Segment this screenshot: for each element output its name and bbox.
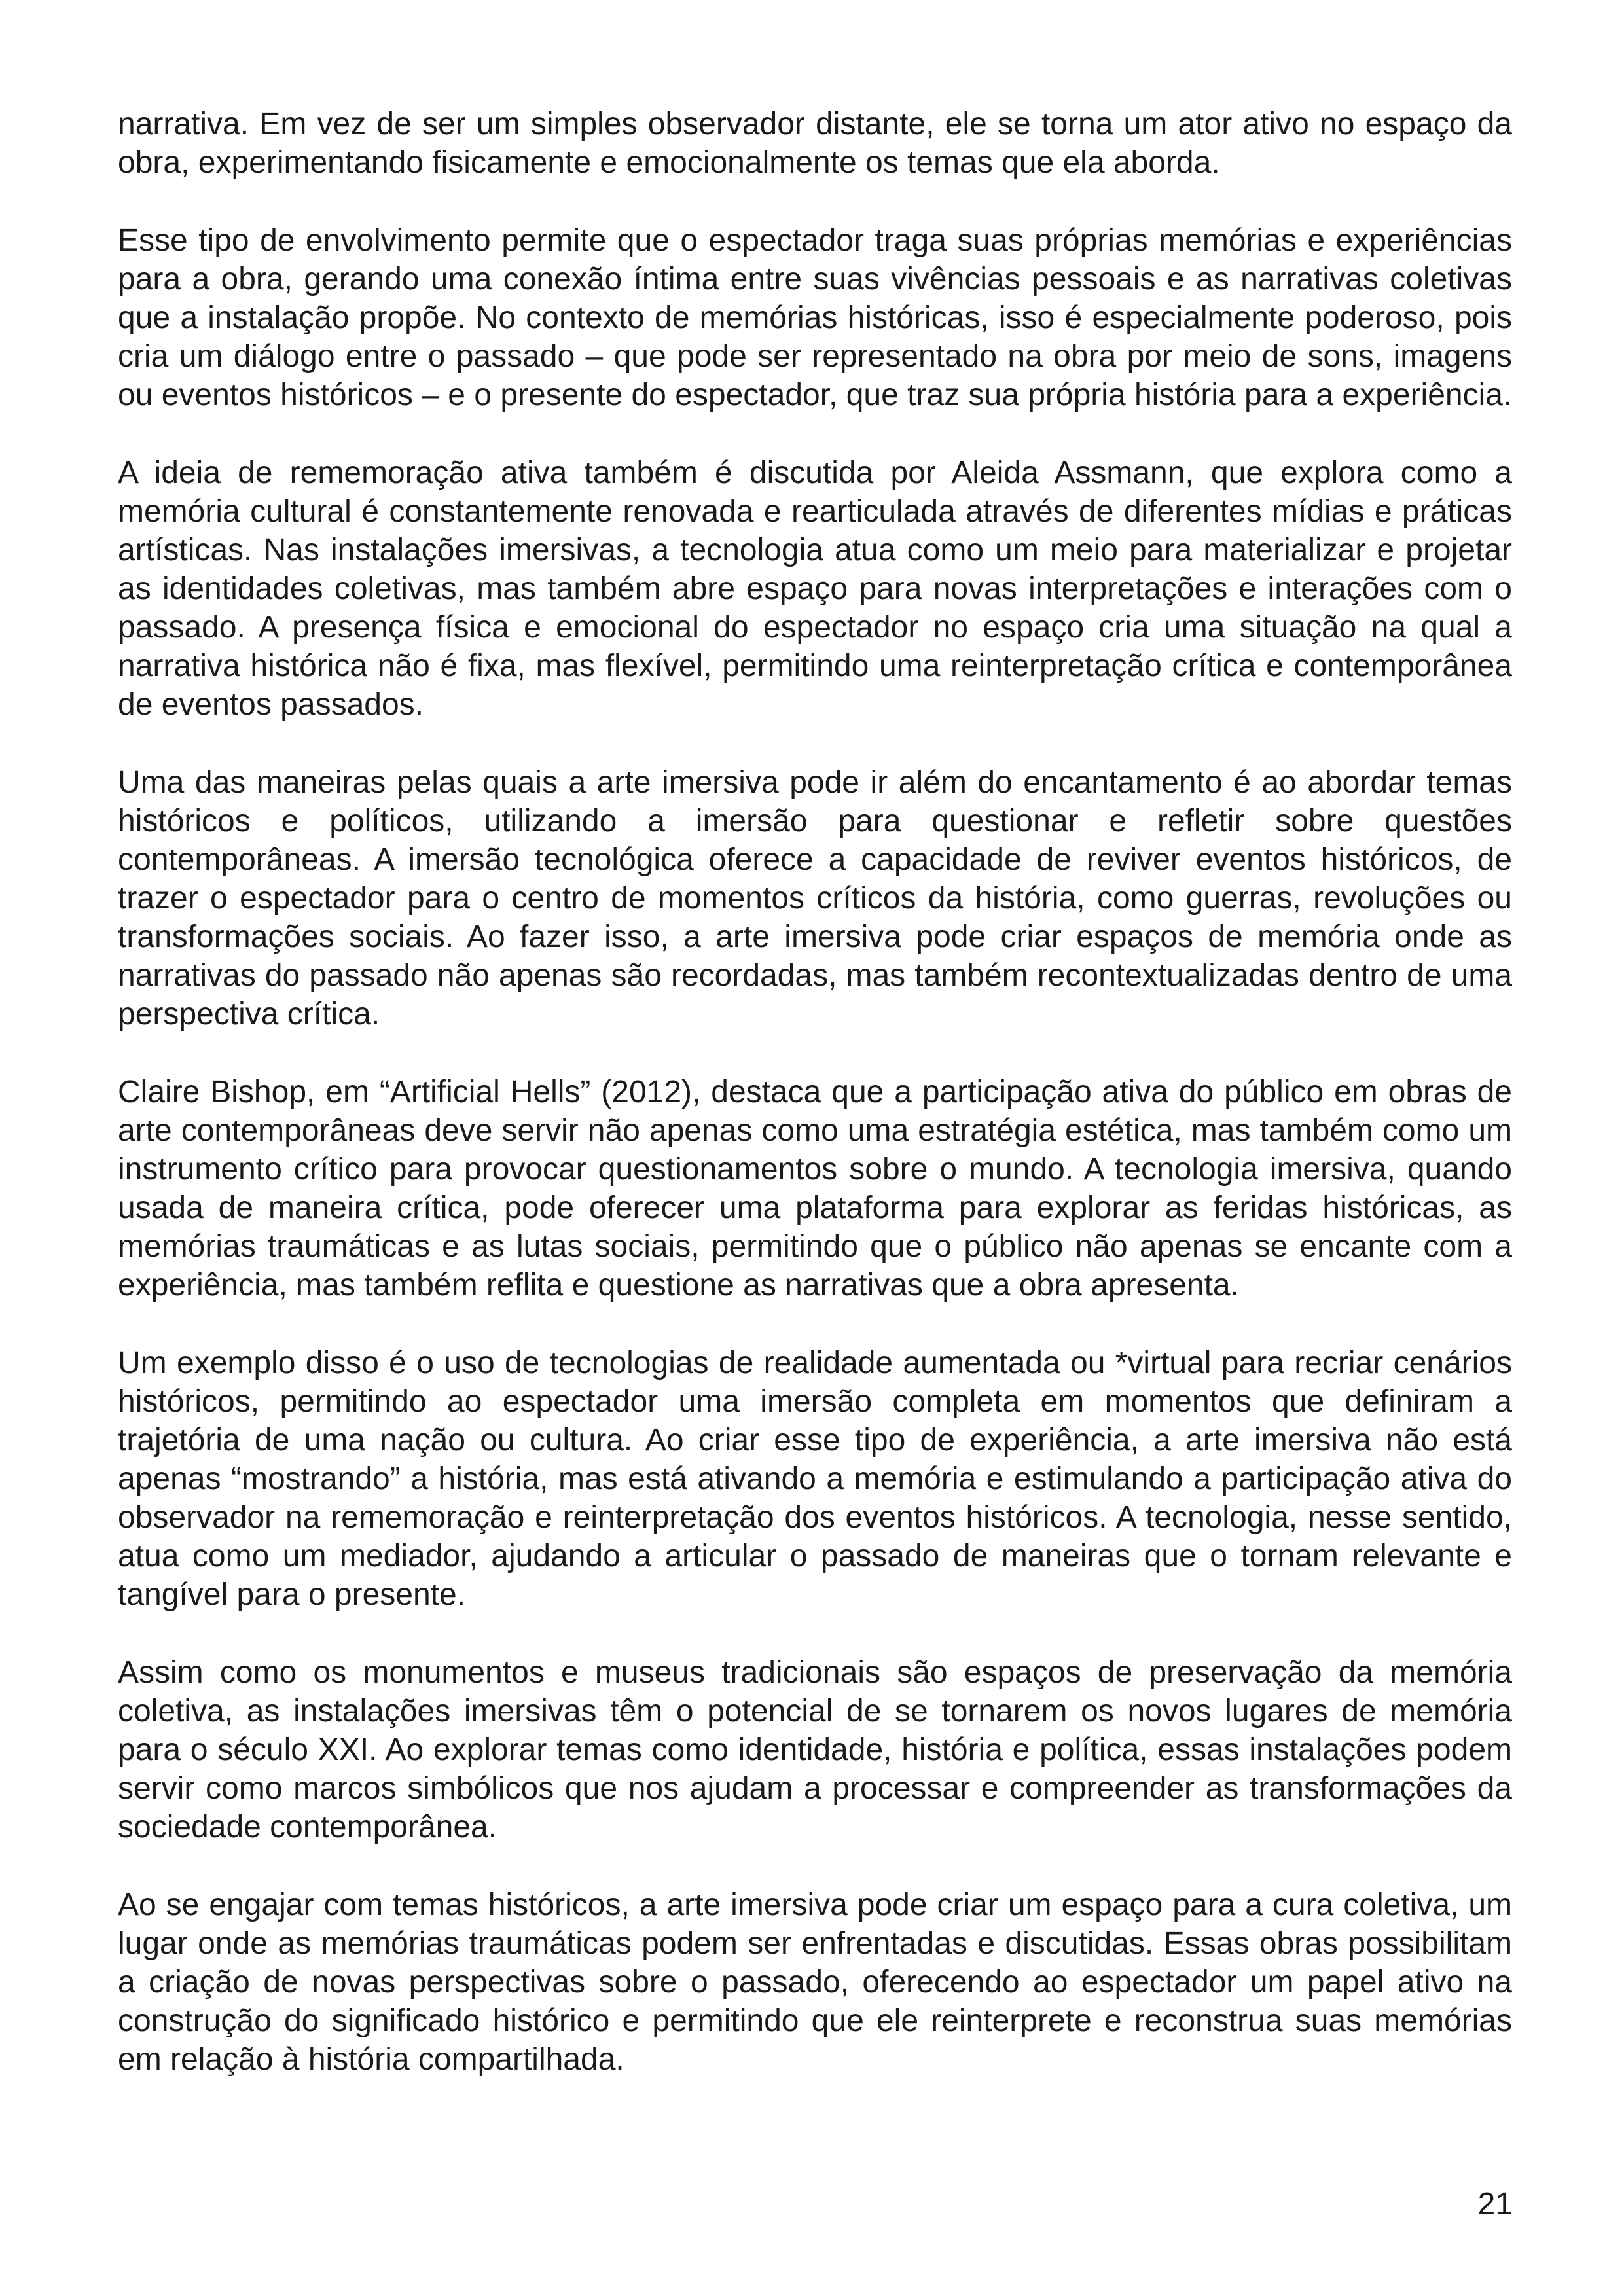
paragraph-1: narrativa. Em vez de ser um simples observador distante, ele se torna um ator ativo no espaço da obra, experimentando fisicamente e emocionalmente os temas que ela aborda.: [118, 107, 1512, 180]
page-number: 21: [1477, 2187, 1513, 2221]
paragraph-4: Uma das maneiras pelas quais a arte imersiva pode ir além do encantamento é ao abordar temas históricos e políticos, utilizando a imersão para questionar e refletir sobre questões contemporâneas. A imersão tecnológica oferece a capacidade de reviver eventos históricos, de trazer o espectador para o centro de momentos críticos da história, como guerras, revoluções ou transformações sociais. Ao fazer isso, a arte imersiva pode criar espaços de memória onde as narrativas do passado não apenas são recordadas, mas também recontextualizadas dentro de uma perspectiva crítica.: [118, 765, 1512, 1031]
paragraph-3: A ideia de rememoração ativa também é discutida por Aleida Assmann, que explora como a memória cultural é constantemente renovada e rearticulada através de diferentes mídias e práticas artísticas. Nas instalações imersivas, a tecnologia atua como um meio para materializar e projetar as identidades coletivas, mas também abre espaço para novas interpretações e interações com o passado. A presença física e emocional do espectador no espaço cria uma situação na qual a narrativa histórica não é fixa, mas flexível, permitindo uma reinterpretação crítica e contemporânea de eventos passados.: [118, 456, 1512, 722]
paragraph-5: Claire Bishop, em “Artificial Hells” (2012), destaca que a participação ativa do público em obras de arte contemporâneas deve servir não apenas como uma estratégia estética, mas também como um instrumento crítico para provocar questionamentos sobre o mundo. A tecnologia imersiva, quando usada de maneira crítica, pode oferecer uma plataforma para explorar as feridas históricas, as memórias traumáticas e as lutas sociais, permitindo que o público não apenas se encante com a experiência, mas também reflita e questione as narrativas que a obra apresenta.: [118, 1075, 1512, 1302]
paragraph-8: Ao se engajar com temas históricos, a arte imersiva pode criar um espaço para a cura coletiva, um lugar onde as memórias traumáticas podem ser enfrentadas e discutidas. Essas obras possibilitam a criação de novas perspectivas sobre o passado, oferecendo ao espectador um papel ativo na construção do significado histórico e permitindo que ele reinterprete e reconstrua suas memórias em relação à história compartilhada.: [118, 1888, 1512, 2077]
paragraph-2: Esse tipo de envolvimento permite que o espectador traga suas próprias memórias e experiências para a obra, gerando uma conexão íntima entre suas vivências pessoais e as narrativas coletivas que a instalação propõe. No contexto de memórias históricas, isso é especialmente poderoso, pois cria um diálogo entre o passado – que pode ser representado na obra por meio de sons, imagens ou eventos históricos – e o presente do espectador, que traz sua própria história para a experiência.: [118, 223, 1512, 412]
paragraph-6: Um exemplo disso é o uso de tecnologias de realidade aumentada ou *virtual para recriar cenários históricos, permitindo ao espectador uma imersão completa em momentos que definiram a trajetória de uma nação ou cultura. Ao criar esse tipo de experiência, a arte imersiva não está apenas “mostrando” a história, mas está ativando a memória e estimulando a participação ativa do observador na rememoração e reinterpretação dos eventos históricos. A tecnologia, nesse sentido, atua como um mediador, ajudando a articular o passado de maneiras que o tornam relevante e tangível para o presente.: [118, 1346, 1512, 1612]
paragraph-7: Assim como os monumentos e museus tradicionais são espaços de preservação da memória coletiva, as instalações imersivas têm o potencial de se tornarem os novos lugares de memória para o século XXI. Ao explorar temas como identidade, história e política, essas instalações podem servir como marcos simbólicos que nos ajudam a processar e compreender as transformações da sociedade contemporânea.: [118, 1655, 1512, 1844]
document-body: [118, 105, 1512, 2118]
